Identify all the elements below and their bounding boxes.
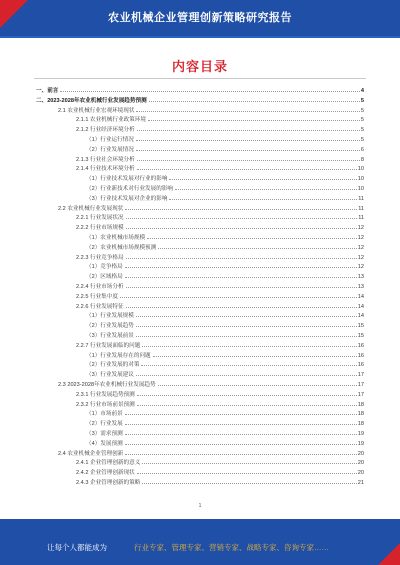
toc-leader-dots: [175, 189, 357, 190]
toc-entry-page: 19: [357, 440, 364, 447]
toc-entry-title: 2.1 农业机械行业宏观环境现状: [58, 107, 135, 114]
toc-entry[interactable]: [86, 331, 364, 339]
toc-leader-dots: [125, 424, 357, 425]
toc-entry-page: 13: [357, 284, 364, 290]
toc-entry[interactable]: [58, 204, 364, 212]
toc-entry-title: 2.4 农业机械企业管理创新: [58, 450, 124, 457]
toc-entry[interactable]: [36, 96, 364, 104]
toc-entry[interactable]: [76, 155, 364, 163]
toc-entry-page: 14: [357, 313, 364, 320]
toc-entry-page: 14: [357, 293, 364, 300]
toc-entry-title: （1）市场前景: [86, 411, 123, 418]
toc-entry[interactable]: [86, 429, 364, 437]
toc-entry-title: 2.2.7 行业发展面临的问题: [76, 342, 141, 349]
toc-entry-title: （2）农业机械市场规模预测: [86, 244, 157, 251]
toc-entry-page: 11: [358, 195, 364, 202]
toc-entry-page: 4: [360, 88, 364, 94]
toc-entry[interactable]: [86, 194, 364, 202]
toc-entry-title: （2）行业新技术对行业发展的影响: [86, 186, 174, 192]
toc-leader-dots: [136, 375, 357, 376]
toc-entry-page: 14: [357, 303, 364, 310]
toc-entry-page: 18: [357, 421, 364, 428]
toc-entry-title: 2.4.2 企业管理创新现状: [76, 470, 135, 477]
toc-entry[interactable]: [86, 439, 364, 447]
report-title: 农业机械企业管理创新策略研究报告: [108, 12, 292, 24]
toc-leader-dots: [136, 316, 357, 317]
toc-entry[interactable]: [76, 115, 364, 123]
toc-leader-dots: [153, 356, 357, 357]
toc-entry-title: 2.3.2 行业市场前景预测: [76, 401, 135, 408]
toc-entry-page: 12: [357, 254, 364, 261]
toc-leader-dots: [137, 169, 357, 170]
toc-entry-page: 17: [357, 391, 364, 398]
toc-entry-title: 2.4.3 企业管理创新的策略: [76, 480, 141, 486]
toc-entry-title: 二、2023-2028年农业机械行业发展趋势预测: [36, 97, 147, 104]
toc-leader-dots: [136, 140, 360, 141]
toc-entry-page: 12: [357, 235, 364, 241]
toc-leader-dots: [125, 414, 357, 415]
toc-entry-title: （2）行业发展的对策: [86, 362, 140, 369]
toc-entry[interactable]: [86, 419, 364, 427]
toc-entry[interactable]: [76, 213, 364, 221]
toc-entry[interactable]: [76, 292, 364, 300]
toc-entry-title: （3）需求预测: [86, 431, 123, 437]
toc-entry-page: 10: [357, 166, 364, 173]
toc-entry-title: （3）行业技术发展对企业的影响: [86, 195, 168, 202]
toc-entry-title: 2.1.3 行业社会环境分析: [76, 156, 135, 163]
toc-entry[interactable]: [86, 135, 364, 143]
toc-entry[interactable]: [58, 106, 364, 114]
toc-entry-title: （3）行业发展前景: [86, 333, 134, 339]
toc-leader-dots: [125, 454, 356, 455]
header-underline: [0, 36, 400, 38]
footer-expert-list: 行业专家、管理专家、营销专家、战略专家、咨询专家……: [134, 543, 329, 552]
toc-entry-page: 16: [357, 352, 364, 359]
toc-entry[interactable]: [86, 145, 364, 153]
footer-slogan: 让每个人都能成为: [47, 543, 107, 552]
toc-entry-title: 2.2.4 行业市场分析: [76, 284, 124, 290]
toc-leader-dots: [126, 258, 357, 259]
toc-entry-page: 10: [357, 176, 364, 183]
toc-entry[interactable]: [86, 311, 364, 319]
toc-entry-page: 11: [358, 205, 364, 212]
toc-leader-dots: [125, 434, 357, 435]
toc-entry-title: （1）行业运行情况: [86, 137, 134, 143]
page-number: 1: [198, 503, 202, 509]
toc-leader-dots: [169, 179, 356, 180]
toc-leader-dots: [136, 336, 357, 337]
toc-entry-page: 20: [357, 470, 364, 477]
toc-entry-title: 2.2.2 行业市场规模: [76, 225, 124, 232]
toc-entry[interactable]: [76, 400, 364, 408]
toc-leader-dots: [137, 405, 357, 406]
toc-entry[interactable]: [86, 184, 364, 192]
toc-leader-dots: [60, 91, 359, 92]
toc-entry-page: 5: [360, 127, 364, 134]
toc-entry[interactable]: [36, 86, 364, 94]
toc-entry[interactable]: [86, 243, 364, 251]
toc-leader-dots: [136, 111, 359, 112]
toc-leader-dots: [136, 326, 357, 327]
toc-entry-page: 12: [357, 244, 364, 251]
toc-entry-page: 17: [357, 382, 364, 388]
toc-entry-page: 15: [357, 333, 364, 339]
toc-leader-dots: [142, 463, 356, 464]
header-band: [0, 0, 400, 36]
toc-entry[interactable]: [58, 449, 364, 457]
toc-leader-dots: [125, 267, 357, 268]
toc-entry-page: 21: [357, 480, 364, 486]
toc-entry[interactable]: [86, 409, 364, 417]
toc-leader-dots: [126, 287, 357, 288]
toc-entry-page: 5: [360, 97, 364, 104]
toc-leader-dots: [120, 297, 357, 298]
toc-entry[interactable]: [76, 253, 364, 261]
toc-leader-dots: [126, 218, 358, 219]
toc-leader-dots: [137, 473, 357, 474]
toc-leader-dots: [149, 101, 360, 102]
toc-entry-page: 18: [357, 411, 364, 418]
toc-leader-dots: [142, 346, 356, 347]
toc-entry-title: （1）行业发展存在的问题: [86, 352, 151, 359]
toc-entry-title: （1）行业技术发展对行业的影响: [86, 176, 168, 183]
toc-entry-page: 5: [360, 137, 364, 143]
toc-leader-dots: [147, 238, 357, 239]
toc-entry[interactable]: [86, 174, 364, 182]
toc-entry[interactable]: [86, 272, 364, 280]
toc-entry-page: 11: [358, 215, 364, 222]
toc-entry-title: 2.2.3 行业竞争格局: [76, 254, 124, 261]
toc-entry-page: 8: [360, 156, 364, 163]
toc-entry-title: 2.2.5 行业集中度: [76, 293, 118, 300]
toc-leader-dots: [136, 150, 360, 151]
toc-entry-title: （2）行业发展趋势: [86, 323, 134, 330]
toc-leader-dots: [125, 444, 357, 445]
toc-entry[interactable]: [86, 233, 364, 241]
toc-heading: 内容目录: [171, 59, 228, 74]
toc-entry-title: （4）发展预测: [86, 440, 123, 447]
toc-entry[interactable]: [86, 360, 364, 368]
toc-entry[interactable]: [76, 302, 364, 310]
toc-entry-page: 13: [357, 274, 364, 281]
toc-entry-page: 12: [357, 225, 364, 232]
toc-entry-title: 2.2.1 行业发展状况: [76, 215, 124, 222]
footer-red-corner: [378, 543, 400, 565]
toc-entry-title: 2.3 2023-2028年农业机械行业发展趋势: [58, 382, 156, 388]
toc-entry-title: （2）区域格局: [86, 274, 123, 281]
toc-entry-page: 6: [360, 146, 364, 153]
toc-entry-title: （1）农业机械市场规模: [86, 235, 146, 241]
toc-entry[interactable]: [76, 282, 364, 290]
toc-leader-dots: [126, 228, 357, 229]
toc-leader-dots: [137, 130, 360, 131]
toc-entry-title: 2.1.2 行业经济环境分析: [76, 127, 135, 134]
toc-entry-title: （2）行业发展: [86, 421, 123, 428]
toc-entry-title: 2.1.1 农业机械行业政策环境: [76, 117, 146, 124]
toc-leader-dots: [158, 248, 357, 249]
toc-entry-title: 2.2.6 行业发展特征: [76, 303, 124, 310]
toc-leader-dots: [126, 307, 357, 308]
toc-entry-title: （1）行业发展规模: [86, 313, 134, 320]
toc-entry[interactable]: [86, 370, 364, 378]
toc-entry[interactable]: [76, 223, 364, 231]
toc-entry[interactable]: [86, 321, 364, 329]
toc-entry-page: 18: [357, 401, 364, 408]
toc-entry-page: 20: [357, 450, 364, 457]
toc-entry[interactable]: [76, 458, 364, 466]
toc-entry[interactable]: [76, 468, 364, 476]
toc-entry-title: 2.1.4 行业技术环境分析: [76, 166, 135, 173]
toc-leader-dots: [169, 199, 357, 200]
toc-entry-page: 12: [357, 264, 364, 271]
toc-leader-dots: [137, 395, 357, 396]
toc-leader-dots: [148, 120, 360, 121]
toc-entry-page: 19: [357, 431, 364, 437]
toc-entry-page: 16: [357, 342, 364, 349]
toc-entry[interactable]: [76, 125, 364, 133]
toc-entry-page: 10: [357, 186, 364, 192]
toc-entry-title: （1）竞争格局: [86, 264, 123, 271]
toc-entry-page: 17: [357, 372, 364, 379]
toc-entry-page: 16: [357, 362, 364, 369]
toc-entry-title: （2）行业发展情况: [86, 146, 134, 153]
toc-leader-dots: [158, 385, 357, 386]
toc-entry-title: （3）行业发展建议: [86, 372, 134, 379]
toc-entry-title: 2.3.1 行业发展趋势预测: [76, 391, 135, 398]
toc-leader-dots: [141, 365, 356, 366]
toc-entry-page: 5: [360, 117, 364, 124]
toc-entry-page: 20: [357, 460, 364, 467]
toc-entry[interactable]: [58, 380, 364, 388]
toc-entry-page: 5: [360, 107, 364, 114]
toc-entry[interactable]: [86, 351, 364, 359]
toc-entry[interactable]: [76, 478, 364, 486]
footer-band: [0, 519, 400, 565]
toc-leader-dots: [125, 209, 357, 210]
toc-leader-dots: [137, 160, 360, 161]
toc-entry-title: 2.4.1 企业管理创新的意义: [76, 460, 141, 467]
toc-leader-dots: [125, 277, 357, 278]
toc-divider: [34, 78, 366, 79]
toc-entry-page: 15: [357, 323, 364, 330]
toc-entry-title: 2.2 农业机械行业发展现状: [58, 205, 124, 212]
toc-entry-title: 一、前言: [36, 88, 59, 94]
toc-entry[interactable]: [76, 341, 364, 349]
toc-leader-dots: [142, 483, 356, 484]
toc-entry[interactable]: [76, 390, 364, 398]
toc-entry[interactable]: [76, 164, 364, 172]
toc-entry[interactable]: [86, 262, 364, 270]
